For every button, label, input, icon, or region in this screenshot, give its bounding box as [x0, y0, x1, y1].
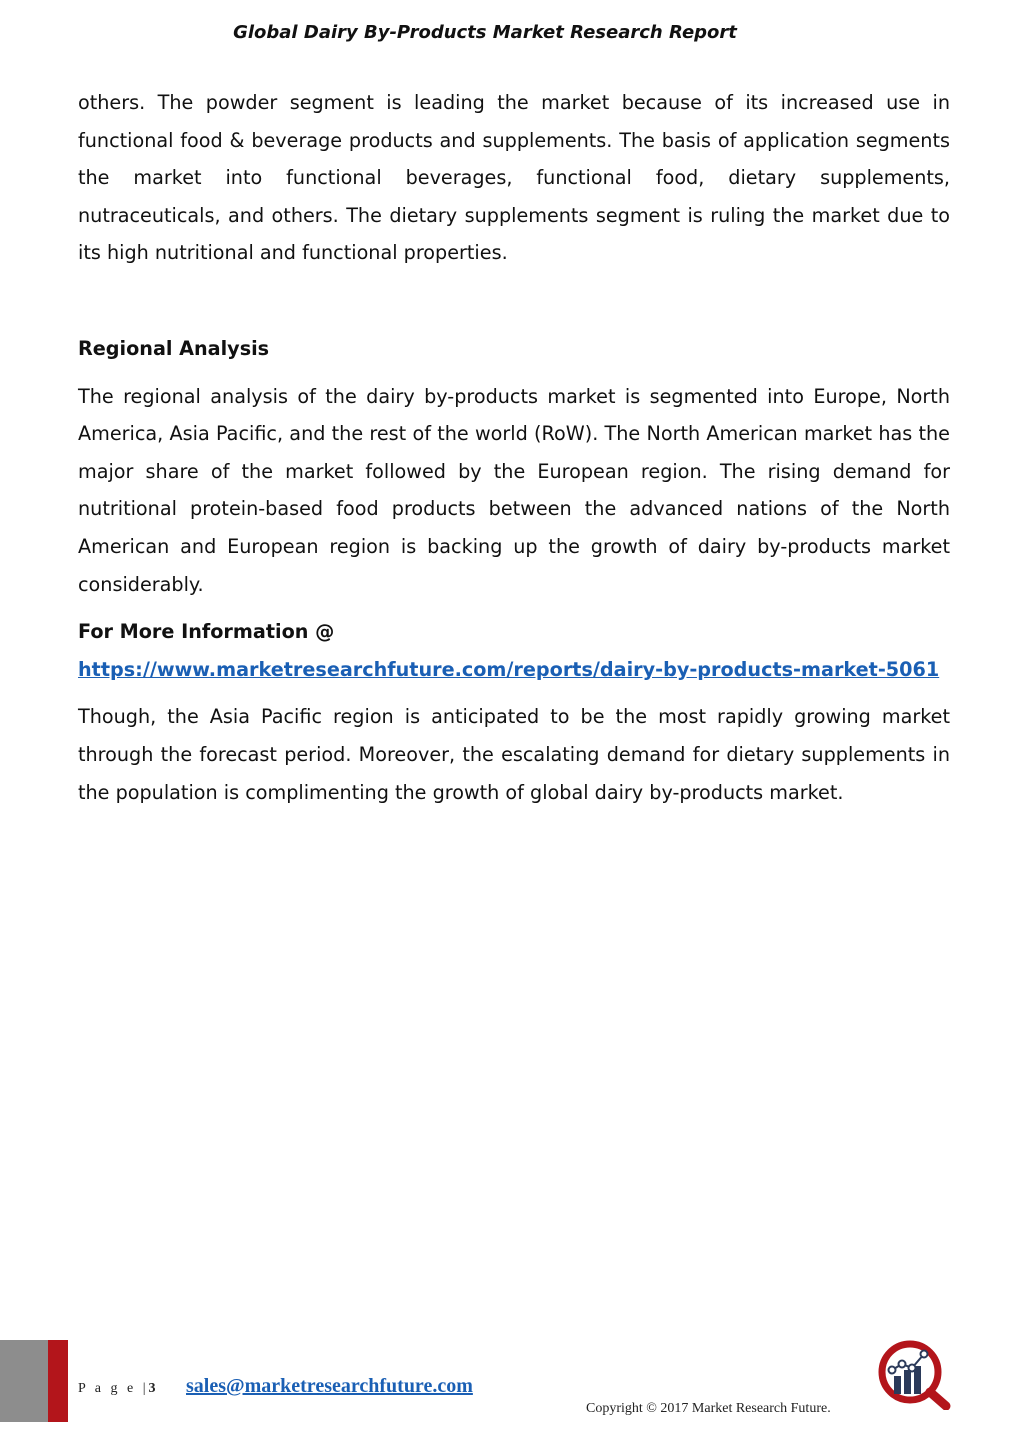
more-information-heading: For More Information @ [78, 620, 335, 644]
document-header-title: Global Dairy By-Products Market Research Report [233, 22, 737, 43]
document-body [78, 84, 950, 811]
spacer [78, 368, 950, 378]
market-research-future-logo-icon [874, 1340, 956, 1410]
paragraph-segments: others. The powder segment is leading the market because of its increased use in functional food & beverage products and supplements. The basis of application segments the market into functional beverages, functional food, dietary supplements, nutraceuticals, and others. The dietary supplements segment is ruling the market due to its high nutritional and functional properties. [78, 91, 950, 265]
page-number: 3 [148, 1381, 156, 1396]
paragraph-regional-analysis: The regional analysis of the dairy by-products market is segmented into Europe, North America, Asia Pacific, and the rest of the world (RoW). The North American market has the major share of the market followed by the European region. The rising demand for nutritional protein-based food products between the advanced nations of the North American and European region is backing up the growth of dairy by-products market considerably. [78, 384, 950, 596]
spacer [78, 688, 950, 698]
report-link[interactable]: https://www.marketresearchfuture.com/reports/dairy-by-products-market-5061 [78, 657, 940, 681]
page-prefix: P a g e | [78, 1381, 149, 1396]
sales-email-link[interactable]: sales@marketresearchfuture.com [186, 1375, 473, 1397]
footer-red-bar [48, 1340, 68, 1422]
spacer [78, 603, 950, 613]
footer-gray-bar [0, 1340, 48, 1422]
paragraph-asia-pacific: Though, the Asia Pacific region is anticipated to be the most rapidly growing market through the forecast period. Moreover, the escalating demand for dietary supplements in the population is complimenting the growth of global dairy by-products market. [78, 705, 950, 804]
spacer [78, 272, 950, 330]
copyright-notice: Copyright © 2017 Market Research Future. [586, 1401, 831, 1416]
section-heading-regional-analysis: Regional Analysis [78, 336, 270, 360]
page-number-label [78, 1381, 156, 1397]
